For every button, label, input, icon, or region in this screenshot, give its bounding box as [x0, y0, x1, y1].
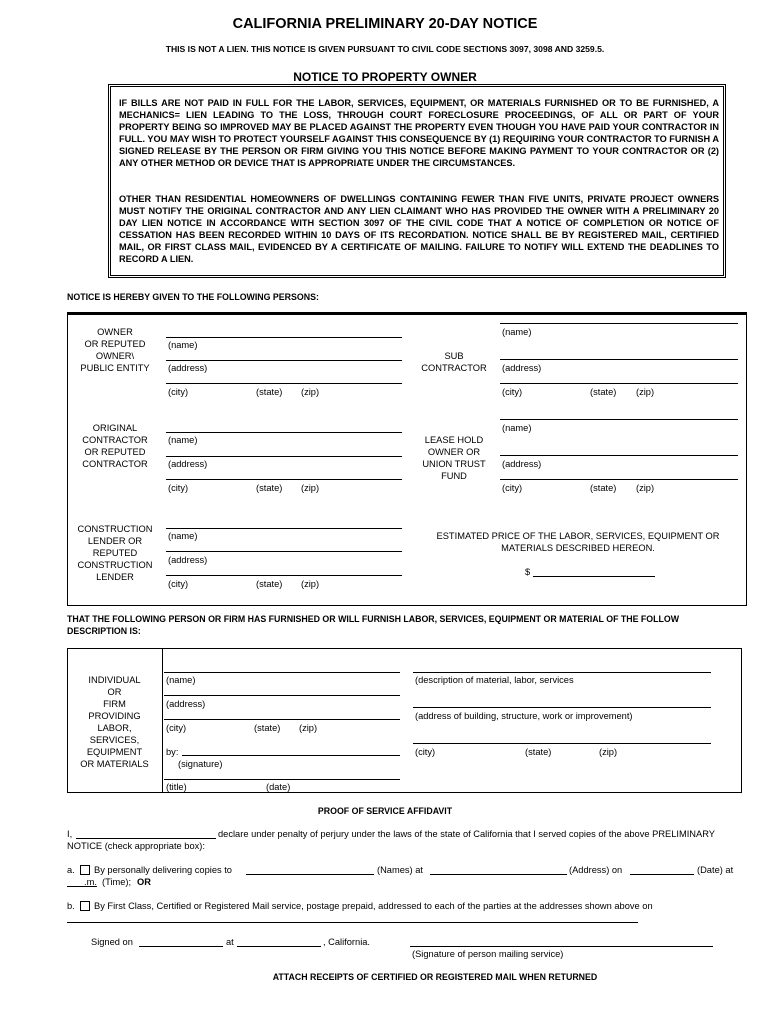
original-name-label: (name): [168, 435, 198, 445]
signed-on-date-line[interactable]: [139, 946, 223, 947]
sub-city-line[interactable]: [500, 383, 738, 384]
building-city-label: (city): [415, 747, 436, 757]
building-address-line[interactable]: [413, 707, 711, 708]
option-a-time-label: (Time);: [102, 877, 132, 887]
original-city-line[interactable]: [166, 479, 402, 480]
sub-address-line[interactable]: [500, 359, 738, 360]
estimate-text: ESTIMATED PRICE OF THE LABOR, SERVICES, EQUIPMENT OR MATERIALS DESCRIBED HEREON.: [436, 531, 720, 553]
notice-paragraph-2: OTHER THAN RESIDENTIAL HOMEOWNERS OF DWELLINGS CONTAINING FEWER THAN FIVE UNITS, PRIVATE PROJECT OWNERS MUST NOTIFY THE ORIGINAL CONTRACTOR AND ANY LIEN CLAIMANT WHO HAS PROVIDED THE OWNER WITH A PRELIMINARY 20 DAY LIEN NOTICE IN ACCORDANCE WITH SECTION 3097 OF THE CIVIL CODE THAT A NOTICE OF COMPLETION OR NOTICE OF CESSATION HAS BEEN RECORDED WITHIN 10 DAYS OF ITS RECORDATION. NOTICE SHALL BE BY REGISTERED MAIL, CERTIFIED MAIL, OR FIRST CLASS MAIL, EVIDENCED BY A CERTIFICATE OF MAILING. FAILURE TO NOTIFY WILL EXTEND THE DEADLINES TO RECORD A LIEN.: [119, 194, 719, 264]
owner-state-label: (state): [256, 387, 283, 397]
option-a-time-line[interactable]: [67, 886, 84, 887]
furnisher-address-line[interactable]: [164, 695, 400, 696]
furnish-heading-1: THAT THE FOLLOWING PERSON OR FIRM HAS FURNISHED OR WILL FURNISH LABOR, SERVICES, EQUIPMENT OR MATERIAL OF THE FOLLOW: [67, 614, 680, 624]
estimate-dollar: $: [525, 567, 531, 577]
sub-city-label: (city): [502, 387, 523, 397]
original-zip-label: (zip): [301, 483, 320, 493]
option-a-prefix: a.: [67, 865, 75, 875]
option-b-text: By First Class, Certified or Registered Mail service, postage prepaid, addressed to each of the parties at the addresses shown above on: [94, 901, 653, 911]
furnish-heading-2: DESCRIPTION IS:: [67, 626, 141, 636]
furnisher-title-label: (title): [166, 782, 187, 792]
lease-name-label: (name): [502, 423, 532, 433]
furnisher-date-label: (date): [266, 782, 291, 792]
page-subtitle: THIS IS NOT A LIEN. THIS NOTICE IS GIVEN PURSUANT TO CIVIL CODE SECTIONS 3097, 3098 AND 3259.5.: [165, 44, 605, 54]
notice-paragraph-1: IF BILLS ARE NOT PAID IN FULL FOR THE LABOR, SERVICES, EQUIPMENT, OR MATERIALS FURNISHED OR TO BE FURNISHED, A MECHANICS= LIEN LEADING TO THE LOSS, THROUGH COURT FORECLOSURE PROCEEDINGS, OF ALL OR PART OF YOUR PROPERTY BEING SO IMPROVED MAY BE PLACED AGAINST THE PROPERTY EVEN THOUGH YOU HAVE PAID YOUR CONTRACTOR IN FULL. YOU MAY WISH TO PROTECT YOURSELF AGAINST THIS CONSEQUENCE BY (1) REQUIRING YOUR CONTRACTOR TO FURNISH A SIGNED RELEASE BY THE PERSON OR FIRM GIVING YOU THIS NOTICE BEFORE MAKING PAYMENT TO YOUR CONTRACTOR OR (2) ANY OTHER METHOD OR DEVICE THAT IS APPROPRIATE UNDER THE CIRCUMSTANCES.: [119, 98, 719, 168]
signed-on-label: Signed on: [91, 937, 133, 947]
option-a-m: .m.: [84, 877, 97, 887]
lender-address-line[interactable]: [166, 551, 402, 552]
furnisher-zip-label: (zip): [299, 723, 318, 733]
page-title: CALIFORNIA PRELIMINARY 20-DAY NOTICE: [232, 16, 538, 32]
option-b-prefix: b.: [67, 901, 75, 911]
option-a-checkbox[interactable]: [80, 865, 90, 875]
furnisher-signature-label: (signature): [178, 759, 223, 769]
signed-at-place-line[interactable]: [237, 946, 321, 947]
california-label: , California.: [323, 937, 371, 947]
option-a-address-line[interactable]: [430, 874, 567, 875]
original-address-label: (address): [168, 459, 208, 469]
affidavit-i: I,: [67, 829, 73, 839]
persons-heading: NOTICE IS HEREBY GIVEN TO THE FOLLOWING PERSONS:: [67, 292, 319, 302]
owner-name-label: (name): [168, 340, 198, 350]
furnish-table: [67, 648, 742, 793]
affiant-name-line[interactable]: [76, 838, 216, 839]
owner-label: OWNER OR REPUTED OWNER\ PUBLIC ENTITY: [80, 327, 150, 373]
option-a-date-label: (Date) at: [697, 865, 734, 875]
owner-address-line[interactable]: [166, 360, 402, 361]
furnisher-name-label: (name): [166, 675, 196, 685]
owner-city-label: (city): [168, 387, 189, 397]
owner-name-line[interactable]: [166, 337, 402, 338]
furnisher-title-line[interactable]: [164, 779, 400, 780]
lease-address-line[interactable]: [500, 455, 738, 456]
furnisher-state-label: (state): [254, 723, 281, 733]
option-a-names-label: (Names) at: [377, 865, 423, 875]
lender-label: CONSTRUCTION LENDER OR REPUTED CONSTRUCTION LENDER: [77, 524, 153, 582]
lender-zip-label: (zip): [301, 579, 320, 589]
lender-address-label: (address): [168, 555, 208, 565]
owner-address-label: (address): [168, 363, 208, 373]
lease-city-label: (city): [502, 483, 523, 493]
furnisher-label: INDIVIDUAL OR FIRM PROVIDING LABOR, SERVICES, EQUIPMENT OR MATERIALS: [80, 675, 149, 769]
option-a-names-line[interactable]: [246, 874, 374, 875]
option-a-date-line[interactable]: [630, 874, 694, 875]
lender-city-line[interactable]: [166, 575, 402, 576]
lender-name-label: (name): [168, 531, 198, 541]
lease-state-label: (state): [590, 483, 617, 493]
sub-label: SUB CONTRACTOR: [421, 351, 487, 373]
option-b-checkbox[interactable]: [80, 901, 90, 911]
lease-name-line[interactable]: [500, 419, 738, 420]
owner-city-line[interactable]: [166, 383, 402, 384]
furnisher-signature-line[interactable]: [182, 755, 400, 756]
lender-state-label: (state): [256, 579, 283, 589]
building-address-label: (address of building, structure, work or improvement): [415, 711, 633, 721]
mailer-signature-line[interactable]: [410, 946, 713, 947]
estimate-price-line[interactable]: [533, 576, 655, 577]
notice-title: NOTICE TO PROPERTY OWNER: [293, 70, 477, 84]
description-label: (description of material, labor, services: [415, 675, 574, 685]
option-a-address-label: (Address) on: [569, 865, 623, 875]
lender-city-label: (city): [168, 579, 189, 589]
furnisher-name-line[interactable]: [164, 672, 400, 673]
building-state-label: (state): [525, 747, 552, 757]
description-line[interactable]: [413, 672, 711, 673]
affidavit-title: PROOF OF SERVICE AFFIDAVIT: [317, 806, 453, 816]
original-address-line[interactable]: [166, 456, 402, 457]
lease-zip-label: (zip): [636, 483, 655, 493]
furnisher-city-label: (city): [166, 723, 187, 733]
original-city-label: (city): [168, 483, 189, 493]
table-top-border: [67, 313, 747, 314]
sub-address-label: (address): [502, 363, 542, 373]
furnish-divider: [162, 648, 163, 793]
owner-zip-label: (zip): [301, 387, 320, 397]
option-a-or: OR: [137, 877, 151, 887]
lender-name-line[interactable]: [166, 528, 402, 529]
original-name-line[interactable]: [166, 432, 402, 433]
footer-note: ATTACH RECEIPTS OF CERTIFIED OR REGISTERED MAIL WHEN RETURNED: [272, 972, 598, 982]
affidavit-check-note: NOTICE (check appropriate box):: [67, 841, 205, 851]
signed-at-label: at: [226, 937, 234, 947]
lease-address-label: (address): [502, 459, 542, 469]
sub-zip-label: (zip): [636, 387, 655, 397]
option-b-date-line[interactable]: [67, 922, 638, 923]
option-a-text: By personally delivering copies to: [94, 865, 232, 875]
furnisher-address-label: (address): [166, 699, 206, 709]
mailer-signature-label: (Signature of person mailing service): [412, 949, 564, 959]
affidavit-declaration: declare under penalty of perjury under the laws of the state of California that I served copies of the above PRELIMINARY: [218, 829, 715, 839]
building-city-line[interactable]: [413, 743, 711, 744]
lease-label: LEASE HOLD OWNER OR UNION TRUST FUND: [422, 435, 486, 481]
sub-state-label: (state): [590, 387, 617, 397]
furnisher-city-line[interactable]: [164, 719, 400, 720]
building-zip-label: (zip): [599, 747, 618, 757]
sub-name-line[interactable]: [500, 323, 738, 324]
original-label: ORIGINAL CONTRACTOR OR REPUTED CONTRACTOR: [82, 423, 148, 469]
original-state-label: (state): [256, 483, 283, 493]
furnisher-by-label: by:: [166, 747, 179, 757]
sub-name-label: (name): [502, 327, 532, 337]
lease-city-line[interactable]: [500, 479, 738, 480]
